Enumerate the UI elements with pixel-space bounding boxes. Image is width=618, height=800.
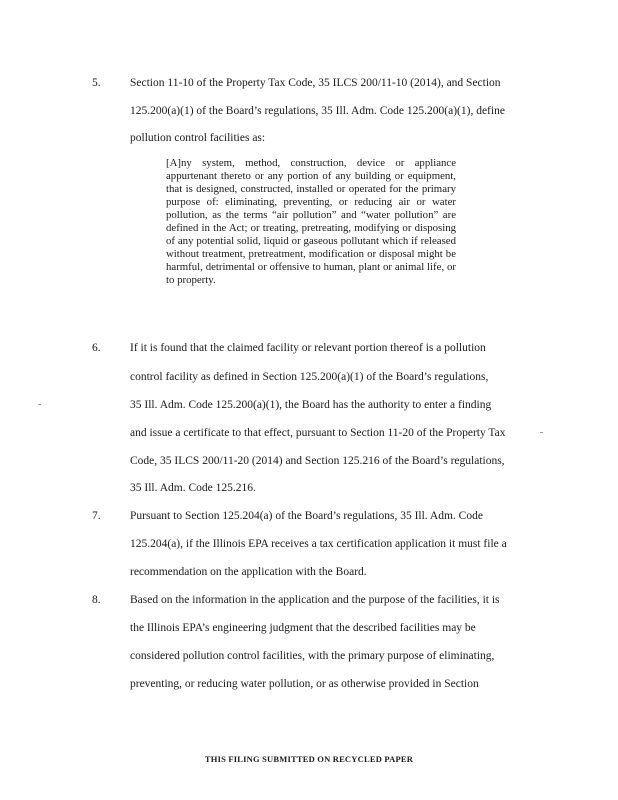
paragraph-number: 7. bbox=[92, 510, 101, 522]
paragraph-line: 125.200(a)(1) of the Board’s regulations, 35 Ill. Adm. Code 125.200(a)(1), define bbox=[130, 105, 505, 117]
paragraph-number: 5. bbox=[92, 77, 101, 89]
paragraph-line: If it is found that the claimed facility or relevant portion thereof is a pollution bbox=[130, 342, 486, 354]
paragraph-line: recommendation on the application with the Board. bbox=[130, 566, 367, 578]
scan-mark bbox=[540, 432, 543, 433]
footer-note: THIS FILING SUBMITTED ON RECYCLED PAPER bbox=[204, 754, 414, 764]
paragraph-line: Based on the information in the application and the purpose of the facilities, it is bbox=[130, 594, 500, 606]
paragraph-line: preventing, or reducing water pollution, or as otherwise provided in Section bbox=[130, 678, 479, 690]
paragraph-line: pollution control facilities as: bbox=[130, 132, 266, 144]
paragraph-line: considered pollution control facilities, with the primary purpose of eliminating, bbox=[130, 650, 495, 662]
paragraph-line: 35 Ill. Adm. Code 125.216. bbox=[130, 482, 256, 494]
paragraph-line: and issue a certificate to that effect, pursuant to Section 11-20 of the Property Tax bbox=[130, 427, 506, 439]
scan-mark bbox=[38, 404, 41, 405]
paragraph-line: Code, 35 ILCS 200/11-20 (2014) and Section 125.216 of the Board’s regulations, bbox=[130, 455, 505, 467]
paragraph-line: 35 Ill. Adm. Code 125.200(a)(1), the Board has the authority to enter a finding bbox=[130, 399, 492, 411]
paragraph-line: control facility as defined in Section 125.200(a)(1) of the Board’s regulations, bbox=[130, 371, 489, 383]
paragraph-line: the Illinois EPA’s engineering judgment that the described facilities may be bbox=[130, 622, 476, 634]
paragraph-line: Pursuant to Section 125.204(a) of the Board’s regulations, 35 Ill. Adm. Code bbox=[130, 510, 483, 522]
block-quote: [A]ny system, method, construction, device or appliance appurtenant thereto or any portion of any building or equipment, that is designed, constructed, installed or operated for the primary purpose of: eliminating, preventing, or reducing air or water pollution, as the terms “air pollution” and “water pollution” are defined in the Act; or treating, pretreating, modifying or disposing of any potential solid, liquid or gaseous pollutant which if released without treatment, pretreatment, modification or disposal might be harmful, detrimental or offensive to human, plant or animal life, or to property. bbox=[166, 157, 456, 286]
paragraph-number: 8. bbox=[92, 594, 101, 606]
paragraph-line: 125.204(a), if the Illinois EPA receives a tax certification application it must file a bbox=[130, 538, 507, 550]
paragraph-number: 6. bbox=[92, 342, 101, 354]
paragraph-line: Section 11-10 of the Property Tax Code, 35 ILCS 200/11-10 (2014), and Section bbox=[130, 77, 501, 89]
